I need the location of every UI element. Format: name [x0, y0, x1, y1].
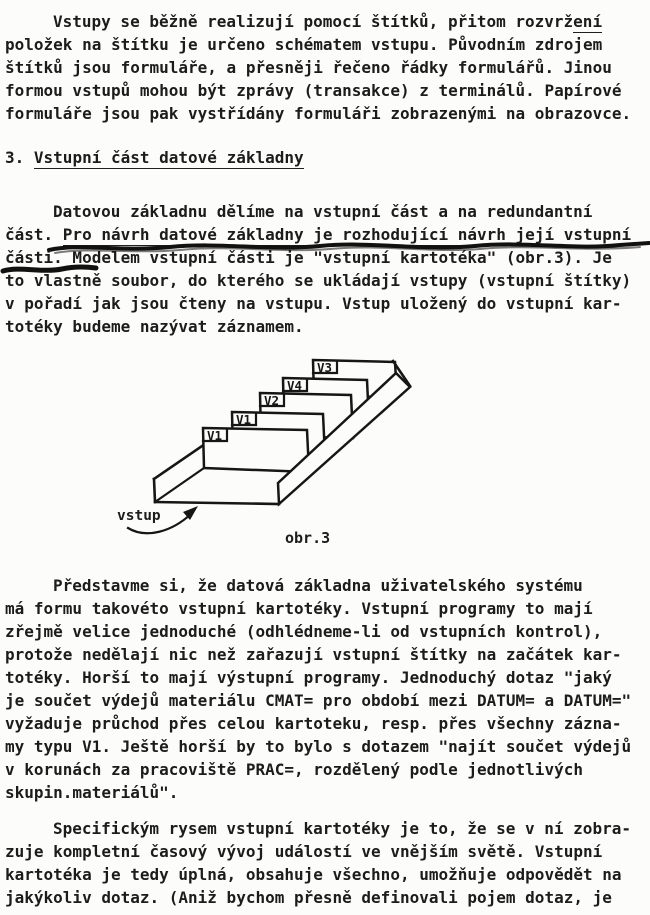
text-line: [5, 223, 650, 246]
text-line: formou vstupů mohou být zprávy (transakce) z terminálů. Papírové: [5, 81, 622, 100]
text-line: Specifickým rysem vstupní kartotéky je to, že se v ní zobra-: [53, 819, 631, 838]
text-line: Datovou základnu dělíme na vstupní část a na redundantní: [53, 202, 593, 221]
text-line: zřejmě velice jednoduché (odhlédneme-li od vstupních kontrol),: [5, 622, 603, 641]
floor-front-edge: [155, 502, 279, 504]
card-label: V1: [236, 412, 252, 427]
text-run: část.: [5, 225, 63, 244]
text-line: [5, 10, 650, 33]
text-line: vyžaduje průchod přes celou kartoteku, resp. přes všechny zázna-: [5, 714, 622, 733]
text-line: má formu takovéto vstupní kartotéky. Vstupní programy to mají: [5, 599, 593, 618]
underlined-text-run: Pro návrh datové základny je rozhodující návrh její vstupní: [62, 225, 632, 244]
paragraph-2: [5, 200, 650, 338]
text-line: protože nedělají nic než zařazují vstupní štítky na začátek kar-: [5, 645, 622, 664]
text-line: zuje kompletní časový vývoj událostí ve vnějším světě. Vstupní: [5, 842, 603, 861]
text-line: položek na štítku je určeno schématem vstupu. Původním zdrojem: [5, 35, 603, 54]
text-line: my typu V1. Ještě horší by to bylo s dotazem "najít součet výdejů: [5, 737, 632, 756]
text-line: skupin.materiálů".: [5, 783, 179, 802]
section-number: 3.: [5, 148, 34, 167]
section-heading: [5, 146, 650, 169]
text-line: to vlastně soubor, do kterého se ukládají vstupy (vstupní štítky): [5, 271, 632, 290]
text-line: formuláře jsou pak vystřídány formuláři zobrazenými na obrazovce.: [5, 104, 632, 123]
text-line: jakýkoliv dotaz. (Aniž bychom přesně definovali pojem dotaz, je: [5, 888, 612, 907]
card-label: V2: [264, 393, 280, 408]
arrow-label: vstup: [117, 508, 161, 524]
section-title: Vstupní část datové základny: [33, 148, 304, 167]
paragraph-1: [5, 0, 650, 125]
underlined-text-run: ení: [573, 12, 603, 31]
card-label: V1: [207, 428, 223, 443]
underlined-text-run: části.: [5, 248, 63, 267]
text-line: štítků jsou formuláře, a přesněji řečeno řádky formulářů. Jinou: [5, 58, 612, 77]
text-line: v pořadí jak jsou čteny na vstupu. Vstup uložený do vstupní kar-: [5, 294, 622, 313]
text-line: v korunách za pracoviště PRAC=, rozdělený podle jednotlivých: [5, 760, 583, 779]
text-line: je součet výdejů materiálu CMAT= pro období mezi DATUM= a DATUM=": [5, 691, 632, 710]
paragraph-3: [5, 574, 650, 804]
kartoteka-figure: [112, 352, 542, 557]
card-label: V4: [287, 378, 303, 393]
figure-caption: obr.3: [285, 529, 331, 547]
paragraph-4: [5, 817, 650, 909]
document-body: [5, 0, 650, 909]
text-line: Představme si, že datová základna uživatelského systému: [53, 576, 583, 595]
text-line: kartotéka je tedy úplná, obsahuje všechno, umožňuje odpovědět na: [5, 865, 622, 884]
text-line: totéky budeme nazývat záznamem.: [5, 317, 304, 336]
card-label: V3: [317, 360, 333, 375]
text-line: totéky. Horší to mají výstupní programy. Jednoduchý dotaz "jaký: [5, 668, 612, 687]
text-run: Vstupy se běžně realizují pomocí štítků, přitom rozvrž: [53, 12, 574, 31]
far-wall-front-edge: [154, 479, 155, 502]
card-v1-front: [203, 428, 309, 472]
text-line: [5, 246, 650, 269]
text-run: Modelem vstupní části je "vstupní kartotéka" (obr.3). Je: [62, 248, 612, 267]
